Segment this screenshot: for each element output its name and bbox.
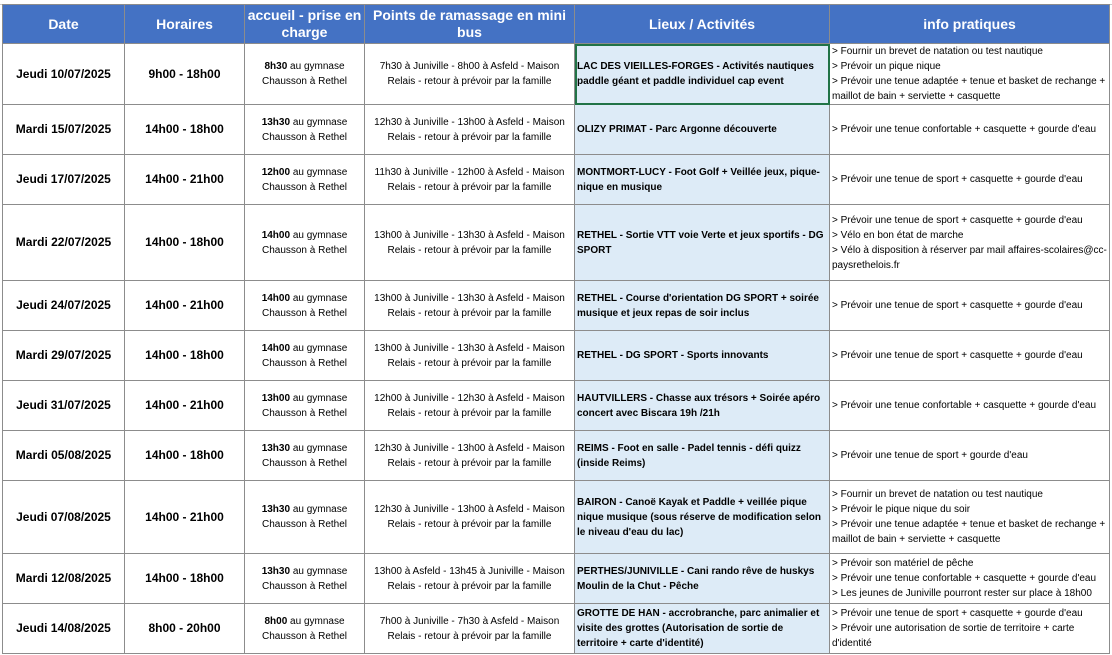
- info-line: > Prévoir un pique nique: [832, 61, 941, 72]
- info-line: > Prévoir une tenue de sport + casquette + gourde d'eau: [832, 174, 1083, 185]
- cell-points[interactable]: [365, 604, 575, 654]
- accueil-time: 13h30: [261, 504, 291, 515]
- pickup-line2: Relais - retour à prévoir par la famille: [387, 407, 552, 419]
- accueil-time: 14h00: [261, 342, 291, 354]
- cell-info[interactable]: [830, 205, 1110, 281]
- cell-horaires[interactable]: 14h00 - 21h00: [125, 381, 245, 431]
- accueil-location-line2: Chausson à Rethel: [261, 357, 348, 369]
- cell-info[interactable]: [830, 105, 1110, 155]
- cell-lieu[interactable]: HAUTVILLERS - Chasse aux trésors + Soirée apéro concert avec Biscara 19h /21h: [575, 381, 830, 431]
- cell-date[interactable]: Mardi 12/08/2025: [3, 554, 125, 604]
- accueil-time: 14h00: [261, 292, 291, 304]
- header-lieux[interactable]: Lieux / Activités: [575, 5, 830, 44]
- table-row: [3, 281, 1110, 331]
- accueil-time: 12h00: [261, 166, 291, 178]
- accueil-location: au gymnase: [287, 61, 345, 72]
- accueil-location: au gymnase: [290, 342, 348, 354]
- table-row: [3, 481, 1110, 554]
- info-line: > Prévoir une tenue adaptée + tenue et basket de rechange + maillot de bain + serviette + casquette: [832, 76, 1106, 102]
- cell-points[interactable]: [365, 281, 575, 331]
- cell-accueil[interactable]: [245, 381, 365, 431]
- table-row: [3, 431, 1110, 481]
- cell-info[interactable]: [830, 431, 1110, 481]
- table-row: [3, 554, 1110, 604]
- cell-points[interactable]: [365, 381, 575, 431]
- cell-points[interactable]: [365, 481, 575, 554]
- pickup-line1: 7h00 à Juniville - 7h30 à Asfeld - Maison: [379, 615, 560, 627]
- pickup-line2: Relais - retour à prévoir par la famille: [387, 181, 552, 193]
- pickup-line1: 13h00 à Juniville - 13h30 à Asfeld - Maison: [374, 342, 565, 354]
- cell-date[interactable]: Mardi 22/07/2025: [3, 205, 125, 281]
- accueil-location: au gymnase: [290, 565, 348, 577]
- info-line: > Prévoir une tenue confortable + casquette + gourde d'eau: [832, 400, 1097, 411]
- cell-accueil[interactable]: [245, 281, 365, 331]
- table-row: [3, 105, 1110, 155]
- cell-lieu[interactable]: LAC DES VIEILLES-FORGES - Activités nautiques paddle géant et paddle individuel cap event: [575, 44, 830, 105]
- cell-date[interactable]: Jeudi 07/08/2025: [3, 481, 125, 554]
- info-line: > Fournir un brevet de natation ou test nautique: [832, 489, 1043, 500]
- info-line: > Fournir un brevet de natation ou test nautique: [832, 46, 1043, 57]
- accueil-time: 13h30: [261, 565, 291, 577]
- header-row: [3, 5, 1110, 44]
- cell-date[interactable]: Jeudi 24/07/2025: [3, 281, 125, 331]
- info-line: > Prévoir une tenue de sport + casquette + gourde d'eau: [832, 300, 1083, 311]
- accueil-time: 8h30: [264, 61, 288, 72]
- accueil-location-line2: Chausson à Rethel: [261, 407, 348, 419]
- accueil-location-line2: Chausson à Rethel: [261, 244, 348, 256]
- cell-points[interactable]: [365, 431, 575, 481]
- cell-accueil[interactable]: [245, 44, 365, 105]
- cell-date[interactable]: Jeudi 14/08/2025: [3, 604, 125, 654]
- pickup-line2: Relais - retour à prévoir par la famille: [387, 76, 552, 87]
- cell-lieu[interactable]: MONTMORT-LUCY - Foot Golf + Veillée jeux, pique-nique en musique: [575, 155, 830, 205]
- cell-horaires[interactable]: 14h00 - 21h00: [125, 281, 245, 331]
- accueil-location-line2: Chausson à Rethel: [261, 630, 348, 642]
- pickup-line1: 11h30 à Juniville - 12h00 à Asfeld - Maison: [374, 166, 565, 178]
- pickup-line1: 12h30 à Juniville - 13h00 à Asfeld - Maison: [374, 442, 565, 454]
- cell-horaires[interactable]: 14h00 - 18h00: [125, 331, 245, 381]
- info-line: > Prévoir une tenue confortable + casquette + gourde d'eau: [832, 124, 1097, 135]
- header-points[interactable]: Points de ramassage en mini bus: [365, 5, 575, 44]
- pickup-line1: 13h00 à Juniville - 13h30 à Asfeld - Maison: [374, 292, 565, 304]
- cell-accueil[interactable]: [245, 205, 365, 281]
- info-line: > Vélo en bon état de marche: [832, 229, 964, 241]
- cell-accueil[interactable]: [245, 554, 365, 604]
- pickup-line1: 12h00 à Juniville - 12h30 à Asfeld - Maison: [374, 392, 565, 404]
- cell-points[interactable]: [365, 331, 575, 381]
- pickup-line2: Relais - retour à prévoir par la famille: [387, 131, 552, 143]
- info-line: > Prévoir une tenue de sport + casquette + gourde d'eau: [832, 350, 1083, 361]
- cell-accueil[interactable]: [245, 431, 365, 481]
- cell-horaires[interactable]: 8h00 - 20h00: [125, 604, 245, 654]
- pickup-line2: Relais - retour à prévoir par la famille: [387, 580, 552, 592]
- pickup-line1: 7h30 à Juniville - 8h00 à Asfeld - Maison: [379, 61, 560, 72]
- pickup-line2: Relais - retour à prévoir par la famille: [387, 457, 552, 469]
- cell-info[interactable]: [830, 481, 1110, 554]
- cell-points[interactable]: [365, 554, 575, 604]
- cell-accueil[interactable]: [245, 481, 365, 554]
- cell-horaires[interactable]: 14h00 - 18h00: [125, 105, 245, 155]
- accueil-location-line2: Chausson à Rethel: [261, 519, 348, 530]
- cell-accueil[interactable]: [245, 604, 365, 654]
- pickup-line2: Relais - retour à prévoir par la famille: [387, 307, 552, 319]
- header-date[interactable]: Date: [3, 5, 125, 44]
- cell-date[interactable]: Mardi 29/07/2025: [3, 331, 125, 381]
- pickup-line2: Relais - retour à prévoir par la famille: [387, 357, 552, 369]
- pickup-line1: 12h30 à Juniville - 13h00 à Asfeld - Maison: [374, 116, 565, 128]
- info-line: > Prévoir une tenue confortable + casquette + gourde d'eau: [832, 573, 1097, 584]
- table-body: [3, 44, 1110, 654]
- schedule-table: [2, 4, 1110, 654]
- cell-info[interactable]: [830, 381, 1110, 431]
- cell-horaires[interactable]: 14h00 - 18h00: [125, 205, 245, 281]
- info-line: > Prévoir son matériel de pêche: [832, 558, 974, 569]
- accueil-location: au gymnase: [290, 442, 348, 454]
- cell-info[interactable]: [830, 44, 1110, 105]
- cell-info[interactable]: [830, 331, 1110, 381]
- accueil-location: au gymnase: [290, 504, 348, 515]
- pickup-line1: 12h30 à Juniville - 13h00 à Asfeld - Maison: [374, 504, 565, 515]
- info-line: > Vélo à disposition à réserver par mail affaires-scolaires@cc-paysrethelois.fr: [832, 244, 1107, 271]
- header-horaires[interactable]: Horaires: [125, 5, 245, 44]
- pickup-line2: Relais - retour à prévoir par la famille: [387, 244, 552, 256]
- info-line: > Prévoir le pique nique du soir: [832, 504, 971, 515]
- cell-lieu[interactable]: BAIRON - Canoë Kayak et Paddle + veillée pique nique musique (sous réserve de modification selon le niveau d'eau du lac): [575, 481, 830, 554]
- cell-accueil[interactable]: [245, 155, 365, 205]
- cell-accueil[interactable]: [245, 331, 365, 381]
- table-row: [3, 205, 1110, 281]
- info-line: > Prévoir une tenue de sport + casquette + gourde d'eau: [832, 214, 1083, 226]
- cell-date[interactable]: Jeudi 31/07/2025: [3, 381, 125, 431]
- cell-points[interactable]: [365, 44, 575, 105]
- header-info[interactable]: info pratiques: [830, 5, 1110, 44]
- cell-lieu[interactable]: GROTTE DE HAN - accrobranche, parc animalier et visite des grottes (Autorisation de sortie de territoire + carte d'identité): [575, 604, 830, 654]
- cell-lieu[interactable]: PERTHES/JUNIVILLE - Cani rando rêve de huskys Moulin de la Chut - Pêche: [575, 554, 830, 604]
- cell-points[interactable]: [365, 205, 575, 281]
- cell-info[interactable]: [830, 281, 1110, 331]
- cell-horaires[interactable]: 14h00 - 18h00: [125, 554, 245, 604]
- accueil-location-line2: Chausson à Rethel: [261, 580, 348, 592]
- cell-points[interactable]: [365, 105, 575, 155]
- accueil-location: au gymnase: [290, 116, 348, 128]
- cell-horaires[interactable]: 9h00 - 18h00: [125, 44, 245, 105]
- cell-info[interactable]: [830, 155, 1110, 205]
- accueil-time: 13h30: [261, 442, 291, 454]
- cell-horaires[interactable]: 14h00 - 21h00: [125, 481, 245, 554]
- cell-info[interactable]: [830, 554, 1110, 604]
- pickup-line2: Relais - retour à prévoir par la famille: [387, 630, 552, 642]
- cell-horaires[interactable]: 14h00 - 18h00: [125, 431, 245, 481]
- table-row: [3, 381, 1110, 431]
- accueil-time: 13h00: [261, 392, 291, 404]
- header-accueil[interactable]: accueil - prise en charge: [245, 5, 365, 44]
- pickup-line2: Relais - retour à prévoir par la famille: [387, 519, 552, 530]
- cell-date[interactable]: Jeudi 10/07/2025: [3, 44, 125, 105]
- accueil-time: 14h00: [261, 229, 291, 241]
- accueil-location-line2: Chausson à Rethel: [261, 181, 348, 193]
- info-line: > Les jeunes de Juniville pourront rester sur place à 18h00: [832, 588, 1092, 599]
- accueil-location-line2: Chausson à Rethel: [261, 307, 348, 319]
- table-row: [3, 331, 1110, 381]
- accueil-time: 13h30: [261, 116, 291, 128]
- accueil-location: au gymnase: [290, 392, 348, 404]
- cell-lieu[interactable]: RETHEL - DG SPORT - Sports innovants: [575, 331, 830, 381]
- accueil-location: au gymnase: [290, 166, 348, 178]
- cell-date[interactable]: Mardi 15/07/2025: [3, 105, 125, 155]
- cell-date[interactable]: Mardi 05/08/2025: [3, 431, 125, 481]
- accueil-location: au gymnase: [287, 615, 345, 627]
- cell-lieu[interactable]: RETHEL - Course d'orientation DG SPORT + soirée musique et jeux repas de soir inclus: [575, 281, 830, 331]
- pickup-line1: 13h00 à Asfeld - 13h45 à Juniville - Maison: [374, 565, 565, 577]
- cell-points[interactable]: [365, 155, 575, 205]
- info-line: > Prévoir une tenue de sport + casquette + gourde d'eau: [832, 608, 1083, 619]
- table-row: [3, 44, 1110, 105]
- accueil-location-line2: Chausson à Rethel: [261, 76, 348, 87]
- accueil-location: au gymnase: [290, 229, 348, 241]
- cell-lieu[interactable]: OLIZY PRIMAT - Parc Argonne découverte: [575, 105, 830, 155]
- cell-accueil[interactable]: [245, 105, 365, 155]
- cell-date[interactable]: Jeudi 17/07/2025: [3, 155, 125, 205]
- pickup-line1: 13h00 à Juniville - 13h30 à Asfeld - Maison: [374, 229, 565, 241]
- table-row: [3, 155, 1110, 205]
- cell-horaires[interactable]: 14h00 - 21h00: [125, 155, 245, 205]
- cell-lieu[interactable]: REIMS - Foot en salle - Padel tennis - défi quizz (inside Reims): [575, 431, 830, 481]
- accueil-time: 8h00: [264, 615, 288, 627]
- info-line: > Prévoir une autorisation de sortie de territoire + carte d'identité: [832, 623, 1075, 649]
- cell-info[interactable]: [830, 604, 1110, 654]
- info-line: > Prévoir une tenue adaptée + tenue et basket de rechange + maillot de bain + serviette + casquette: [832, 519, 1106, 545]
- accueil-location-line2: Chausson à Rethel: [261, 457, 348, 469]
- accueil-location: au gymnase: [290, 292, 348, 304]
- accueil-location-line2: Chausson à Rethel: [261, 131, 348, 143]
- cell-lieu[interactable]: RETHEL - Sortie VTT voie Verte et jeux sportifs - DG SPORT: [575, 205, 830, 281]
- table-row: [3, 604, 1110, 654]
- info-line: > Prévoir une tenue de sport + gourde d'eau: [832, 450, 1028, 461]
